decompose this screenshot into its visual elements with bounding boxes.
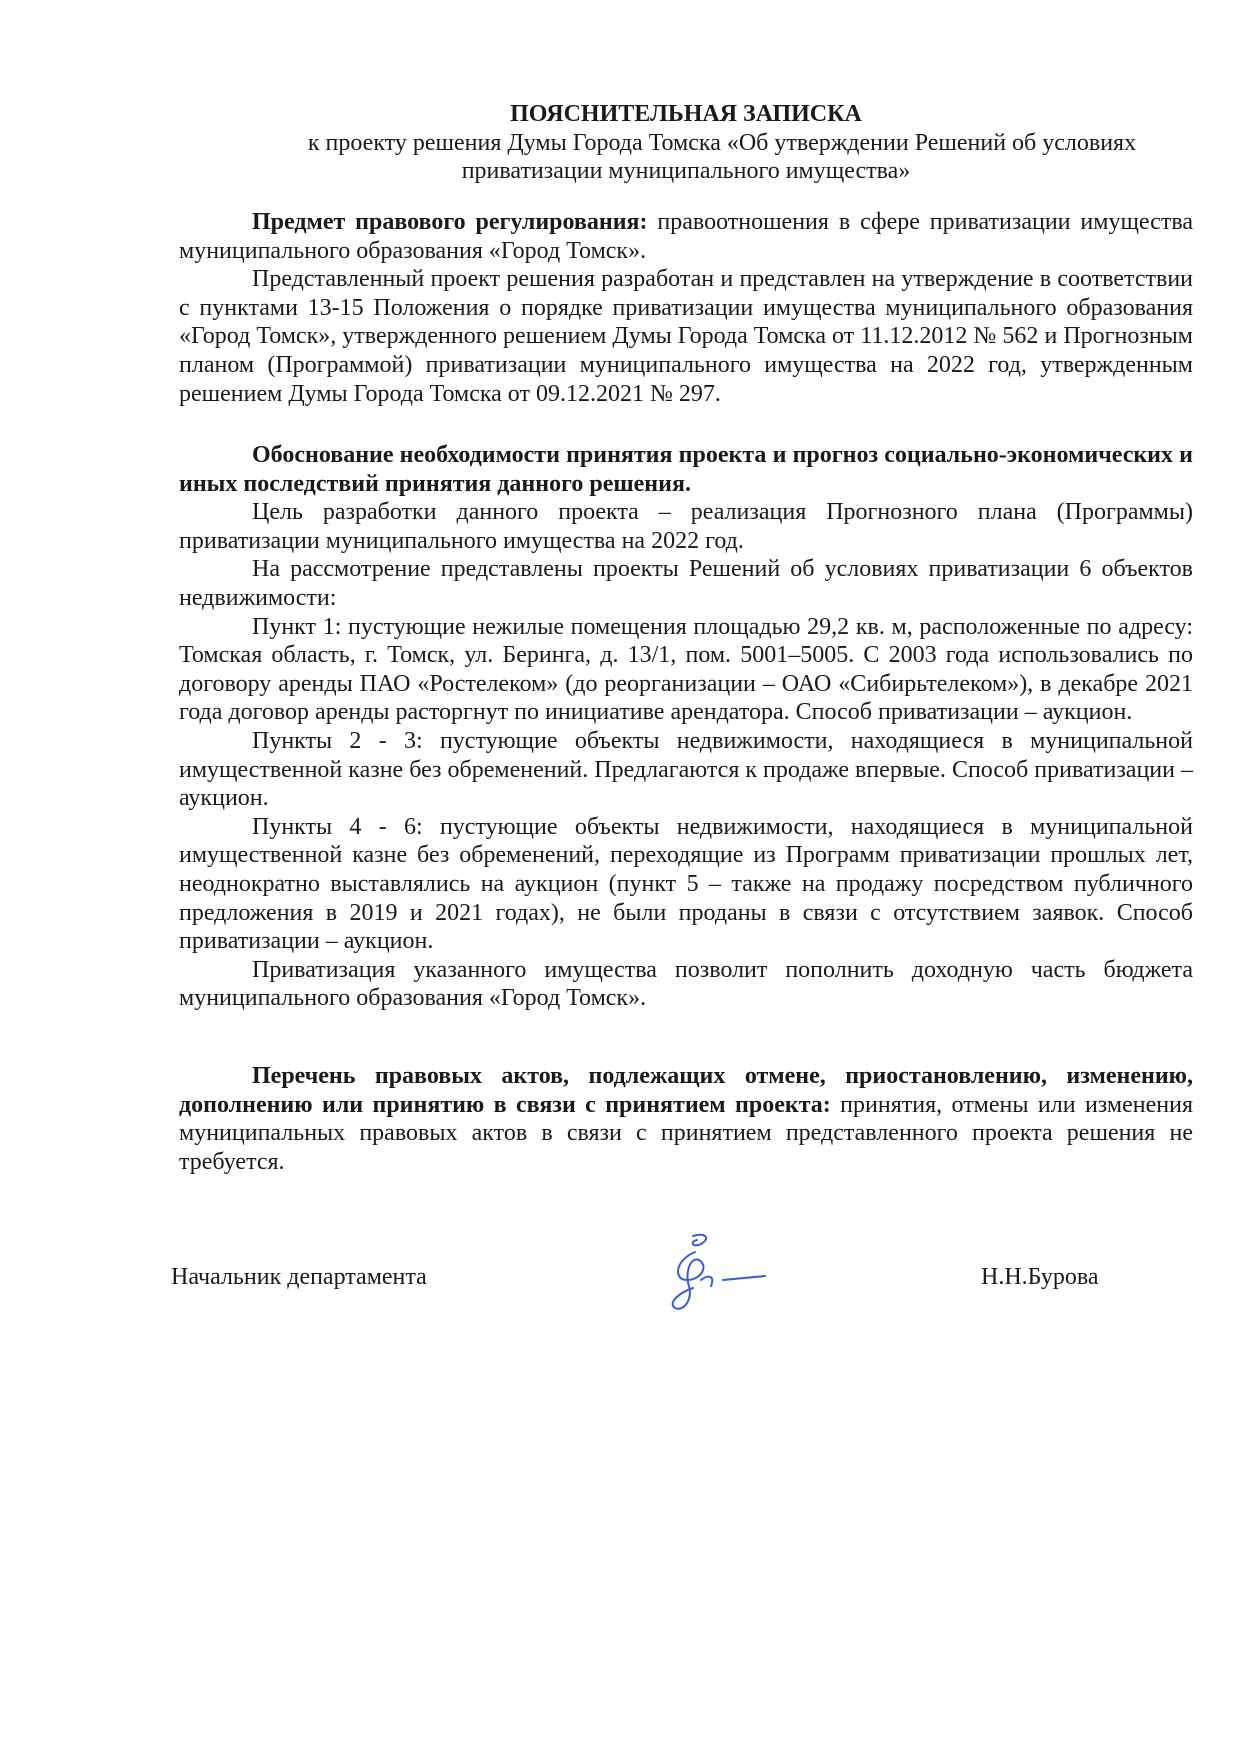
legal-acts-heading: Перечень правовых актов, подлежащих отмене, приостановлению, изменению, дополнению или принятию в связи с принятием проекта: <box>179 1063 1193 1118</box>
section-legal-acts <box>179 1062 1193 1176</box>
paragraph-basis: Представленный проект решения разработан и представлен на утверждение в соответствии с пунктами 13-15 Положения о порядке приватизации имущества муниципального образования «Город Томск», утвержденного решением Думы Города Томска от 11.12.2012 № 562 и Прогнозным планом (Программой) приватизации муниципального имущества на 2022 год, утвержденным решением Думы Города Томска от 09.12.2021 № 297. <box>179 266 1193 407</box>
subject-text: правоотношения в сфере приватизации имущества муниципального образования «Город Томск». <box>179 209 1193 264</box>
paragraph-items-4-6: Пункты 4 - 6: пустующие объекты недвижимости, находящиеся в муниципальной имущественной казне без обременений, переходящие из Программ приватизации прошлых лет, неоднократно выставлялись на аукцион (пункт 5 – также на продажу посредством публичного предложения в 2019 и 2021 годах), не были проданы в связи с отсутствием заявок. Способ приватизации – аукцион. <box>179 813 1193 955</box>
document-title: ПОЯСНИТЕЛЬНАЯ ЗАПИСКА <box>510 101 862 127</box>
subject-heading: Предмет правового регулирования: <box>252 209 648 235</box>
paragraph-legal-acts <box>179 1062 1193 1176</box>
section-legal-regulation <box>179 208 1193 408</box>
document-subtitle-line2: приватизации муниципального имущества» <box>461 158 911 185</box>
paragraph-item-1: Пункт 1: пустующие нежилые помещения площадью 29,2 кв. м, расположенные по адресу: Томская область, г. Томск, ул. Беринга, д. 13/1, пом. 5001–5005. С 2003 года использовались по договору аренды ПАО «Ростелеком» (до реорганизации – ОАО «Сибирьтелеком»), в декабре 2021 года договор аренды расторгнут по инициативе арендатора. Способ приватизации – аукцион. <box>179 613 1193 726</box>
justification-heading <box>179 441 1193 498</box>
justification-heading-text: Обоснование необходимости принятия проекта и прогноз социально-экономических и иных последствий принятия данного решения. <box>179 442 1193 497</box>
paragraph-items-2-3: Пункты 2 - 3: пустующие объекты недвижимости, находящиеся в муниципальной имущественной казне без обременений. Предлагаются к продаже впервые. Способ приватизации – аукцион. <box>179 727 1193 812</box>
paragraph-goal: Цель разработки данного проекта – реализация Прогнозного плана (Программы) приватизации муниципального имущества на 2022 год. <box>179 499 1193 554</box>
legal-acts-text: принятия, отмены или изменения муниципальных правовых актов в связи с принятием представленного проекта решения не требуется. <box>179 1091 1193 1175</box>
section-justification <box>179 441 1193 1013</box>
signatory-name: Н.Н.Бурова <box>981 1264 1099 1290</box>
paragraph-objects: На рассмотрение представлены проекты Решений об условиях приватизации 6 объектов недвижимости: <box>179 556 1193 611</box>
paragraph-subject <box>179 208 1193 265</box>
paragraph-budget: Приватизация указанного имущества позволит пополнить доходную часть бюджета муниципального образования «Город Томск». <box>179 956 1193 1012</box>
signatory-position: Начальник департамента <box>171 1264 427 1290</box>
handwritten-signature <box>665 1230 775 1315</box>
document-header <box>179 100 1193 186</box>
document-subtitle-line1: к проекту решения Думы Города Томска «Об утверждении Решений об условиях <box>307 129 1137 156</box>
